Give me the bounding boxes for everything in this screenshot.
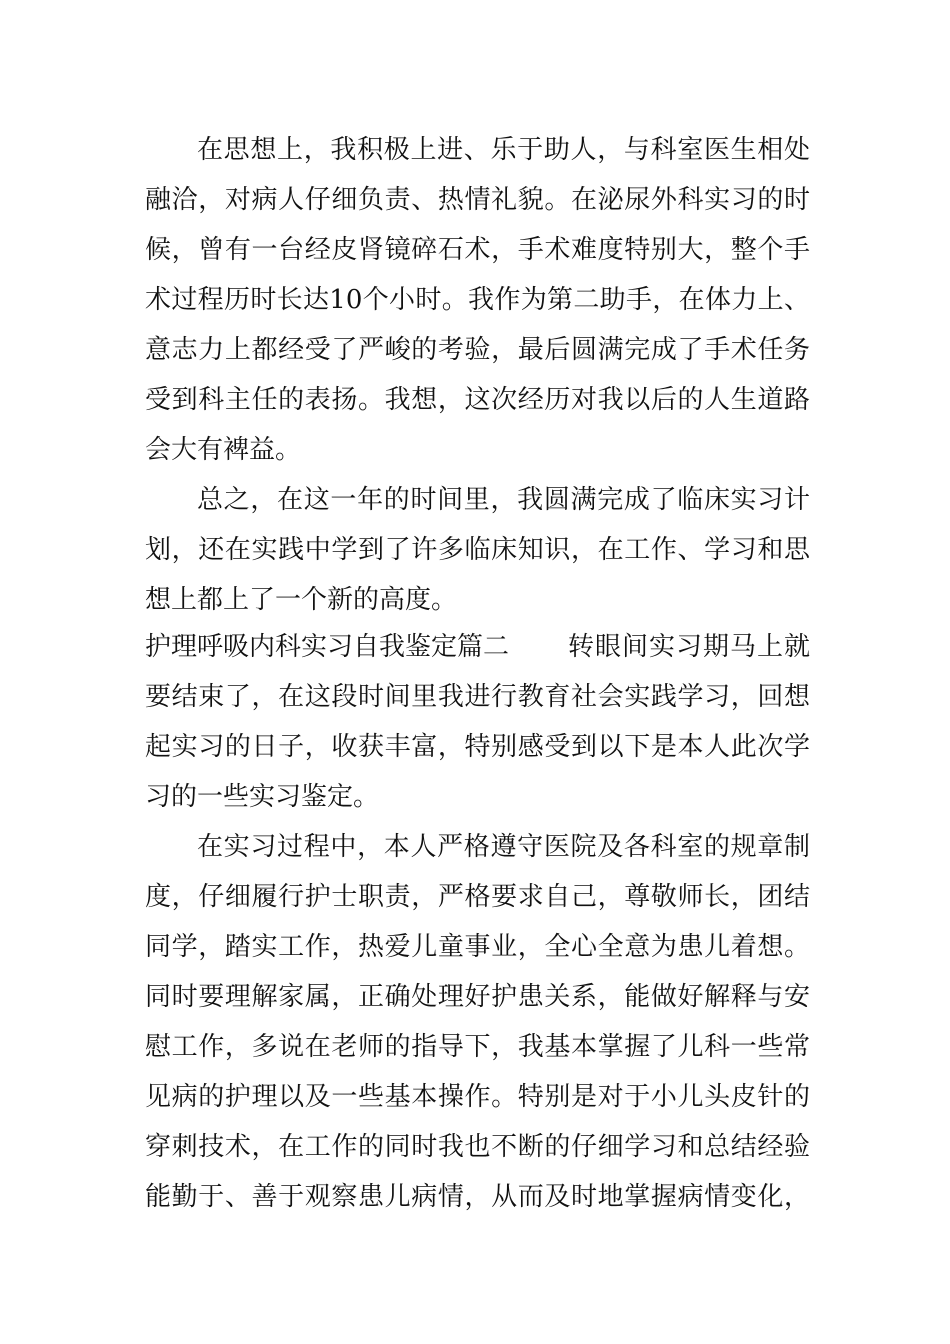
paragraph-line: 习的一些实习鉴定。 [145,782,380,812]
paragraph-line: 同时要理解家属，正确处理好护患关系，能做好解释与安 [145,982,810,1012]
paragraph-line: 术过程历时长达10个小时。我作为第二助手，在体力上、 [145,285,810,315]
paragraph-line: 候，曾有一台经皮肾镜碎石术，手术难度特别大，整个手 [145,235,810,265]
paragraph-line: 总之，在这一年的时间里，我圆满完成了临床实习计 [197,485,810,515]
paragraph-line: 划，还在实践中学到了许多临床知识，在工作、学习和思 [145,535,810,565]
paragraph-line: 会大有裨益。 [145,435,302,465]
paragraph-line: 要结束了，在这段时间里我进行教育社会实践学习，回想 [145,682,810,712]
paragraph-line: 受到科主任的表扬。我想，这次经历对我以后的人生道路 [145,385,810,415]
paragraph-line: 在实习过程中，本人严格遵守医院及各科室的规章制 [197,832,810,862]
paragraph-line: 融洽，对病人仔细负责、热情礼貌。在泌尿外科实习的时 [145,185,810,215]
paragraph-line: 能勤于、善于观察患儿病情，从而及时地掌握病情变化， [145,1182,810,1212]
paragraph-line: 在思想上，我积极上进、乐于助人，与科室医生相处 [197,135,810,165]
paragraph-line: 度，仔细履行护士职责，严格要求自己，尊敬师长，团结 [145,882,810,912]
paragraph-line: 想上都上了一个新的高度。 [145,585,458,615]
section-title: 护理呼吸内科实习自我鉴定篇二 [145,632,510,662]
paragraph-line: 同学，踏实工作，热爱儿童事业，全心全意为患儿着想。 [145,932,810,962]
paragraph-line: 慰工作，多说在老师的指导下，我基本掌握了儿科一些常 [145,1032,810,1062]
paragraph-line: 起实习的日子，收获丰富，特别感受到以下是本人此次学 [145,732,810,762]
paragraph-line: 穿刺技术，在工作的同时我也不断的仔细学习和总结经验 [145,1132,810,1162]
paragraph-line: 见病的护理以及一些基本操作。特别是对于小儿头皮针的 [145,1082,810,1112]
paragraph-line: 意志力上都经受了严峻的考验，最后圆满完成了手术任务 [145,335,810,365]
paragraph-line: 转眼间实习期马上就 [568,632,810,662]
